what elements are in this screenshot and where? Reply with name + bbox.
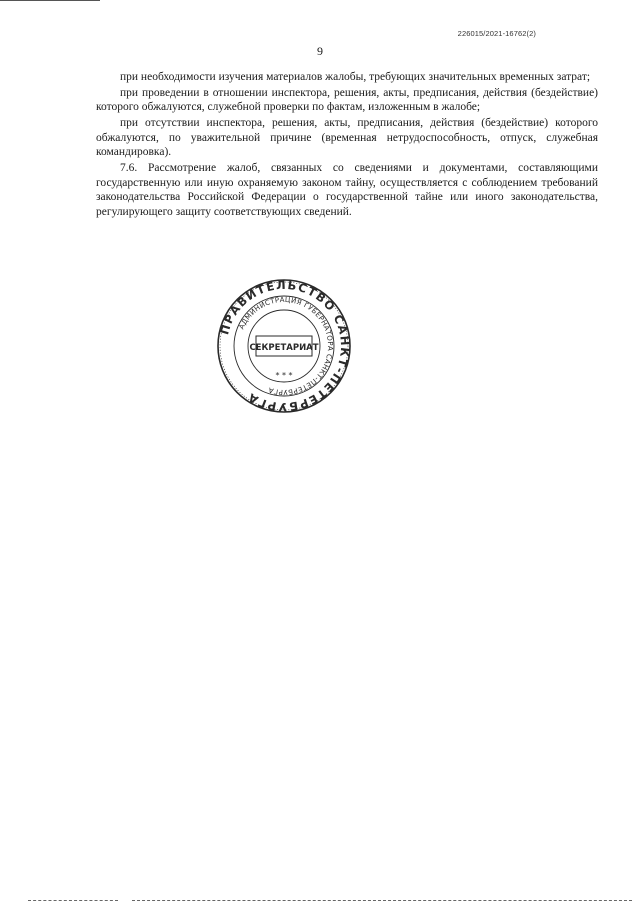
paragraph-2: при проведении в отношении инспектора, решения, акты, предписания, действия (бездействие) которого обжалуются, служебной проверки по фактам, изложенным в жалобе; — [96, 86, 598, 114]
document-body — [96, 70, 598, 221]
seal-center-text: СЕКРЕТАРИАТ — [249, 343, 319, 353]
paragraph-3: при отсутствии инспектора, решения, акты, предписания, действия (бездействие) которого обжалуются, по уважительной причине (временная нетрудоспособность, отпуск, служебная командировка). — [96, 117, 598, 159]
seal-graphic — [216, 278, 352, 414]
paragraph-1: при необходимости изучения материалов жалобы, требующих значительных временных затрат; — [120, 71, 591, 83]
document-registration-number: 226015/2021-16762(2) — [457, 29, 536, 38]
page-number: 9 — [317, 44, 323, 58]
seal-outer-text: ПРАВИТЕЛЬСТВО САНКТ-ПЕТЕРБУРГА — [217, 278, 352, 414]
top-edge-rule — [0, 0, 100, 1]
bottom-edge-rule-right — [132, 900, 632, 901]
seal-stars: * * * — [275, 371, 293, 380]
official-seal-stamp — [216, 278, 352, 414]
bottom-edge-rule-left — [28, 900, 118, 901]
paragraph-4: 7.6. Рассмотрение жалоб, связанных со сведениями и документами, составляющими государственную или иную охраняемую законом тайну, осуществляется с соблюдением требований законодательства Российской Федерации о государственной тайне или иного законодательства, регулирующего защиту соответствующих сведений. — [96, 162, 598, 218]
seal-inner-text: АДМИНИСТРАЦИЯ ГУБЕРНАТОРА САНКТ-ПЕТЕРБУРГА — [237, 295, 335, 397]
